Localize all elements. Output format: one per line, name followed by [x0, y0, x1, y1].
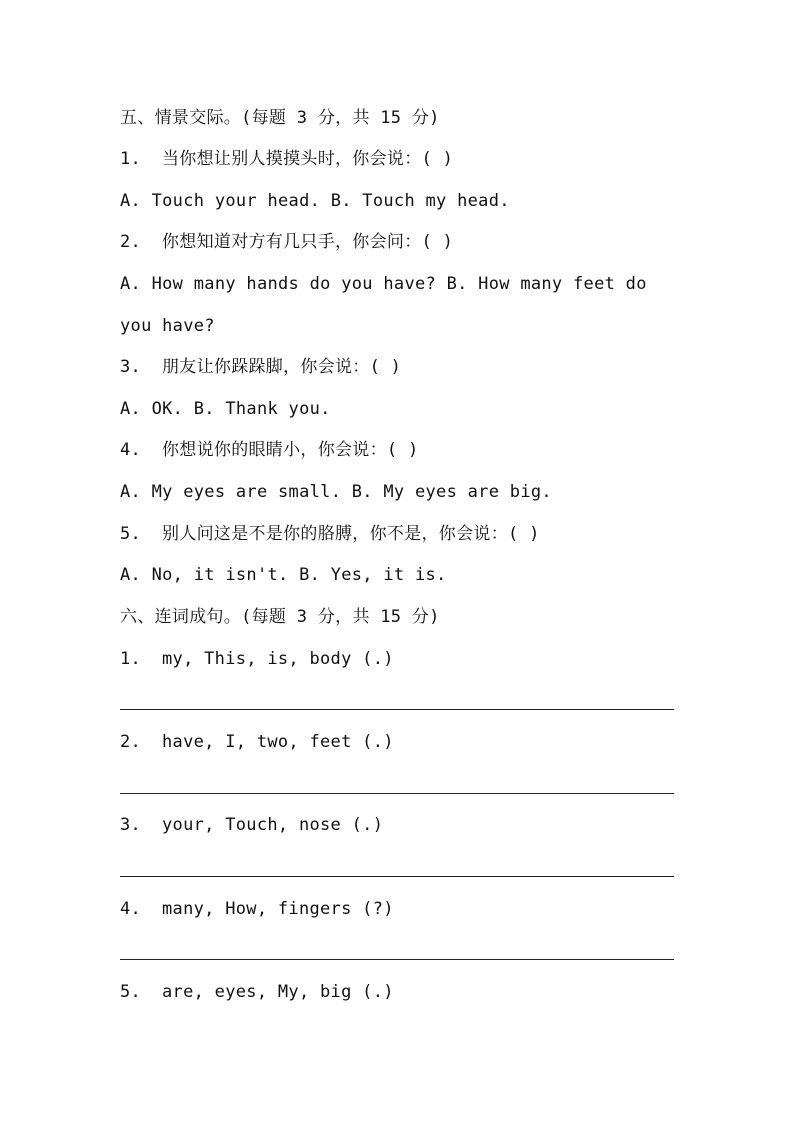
- question-text: 你想说你的眼睛小，你会说：( ): [162, 440, 419, 460]
- sentence-item-5: [120, 981, 394, 1003]
- question-number: 4.: [120, 440, 142, 460]
- item-words: have, I, two, feet (.): [162, 732, 394, 752]
- question-5-1: [120, 148, 453, 170]
- question-text: 当你想让别人摸摸头时，你会说：( ): [162, 149, 454, 169]
- item-number: 4.: [120, 899, 142, 919]
- question-5-2-options-line-2: you have?: [120, 316, 215, 336]
- question-number: 5.: [120, 524, 142, 544]
- question-5-3-options: A. OK. B. Thank you.: [120, 399, 331, 419]
- item-words: your, Touch, nose (.): [162, 815, 384, 835]
- sentence-item-1: [120, 648, 394, 670]
- question-number: 3.: [120, 357, 142, 377]
- section-5-title: 五、情景交际。(每题 3 分，共 15 分): [120, 108, 440, 128]
- item-number: 2.: [120, 732, 142, 752]
- question-5-1-options: A. Touch your head. B. Touch my head.: [120, 191, 510, 211]
- item-number: 5.: [120, 982, 142, 1002]
- item-words: are, eyes, My, big (.): [162, 982, 394, 1002]
- question-5-2-options-line-1: A. How many hands do you have? B. How many feet do: [120, 274, 647, 294]
- question-number: 2.: [120, 232, 142, 252]
- item-words: many, How, fingers (?): [162, 899, 394, 919]
- question-5-4-options: A. My eyes are small. B. My eyes are big.: [120, 482, 552, 502]
- item-words: my, This, is, body (.): [162, 649, 394, 669]
- question-number: 1.: [120, 149, 142, 169]
- section-6-title: 六、连词成句。(每题 3 分，共 15 分): [120, 607, 440, 627]
- question-5-4: [120, 439, 419, 461]
- question-5-3: [120, 356, 401, 378]
- answer-line-1[interactable]: [120, 709, 674, 710]
- item-number: 3.: [120, 815, 142, 835]
- sentence-item-2: [120, 731, 394, 753]
- question-text: 朋友让你跺跺脚，你会说：( ): [162, 357, 402, 377]
- sentence-item-3: [120, 814, 383, 836]
- question-text: 别人问这是不是你的胳膊，你不是，你会说：( ): [162, 524, 540, 544]
- answer-line-2[interactable]: [120, 793, 674, 794]
- answer-line-4[interactable]: [120, 959, 674, 960]
- question-5-5-options: A. No, it isn't. B. Yes, it is.: [120, 565, 447, 585]
- answer-line-3[interactable]: [120, 876, 674, 877]
- question-5-5: [120, 523, 540, 545]
- question-text: 你想知道对方有几只手，你会问：( ): [162, 232, 454, 252]
- question-5-2: [120, 231, 453, 253]
- item-number: 1.: [120, 649, 142, 669]
- sentence-item-4: [120, 898, 394, 920]
